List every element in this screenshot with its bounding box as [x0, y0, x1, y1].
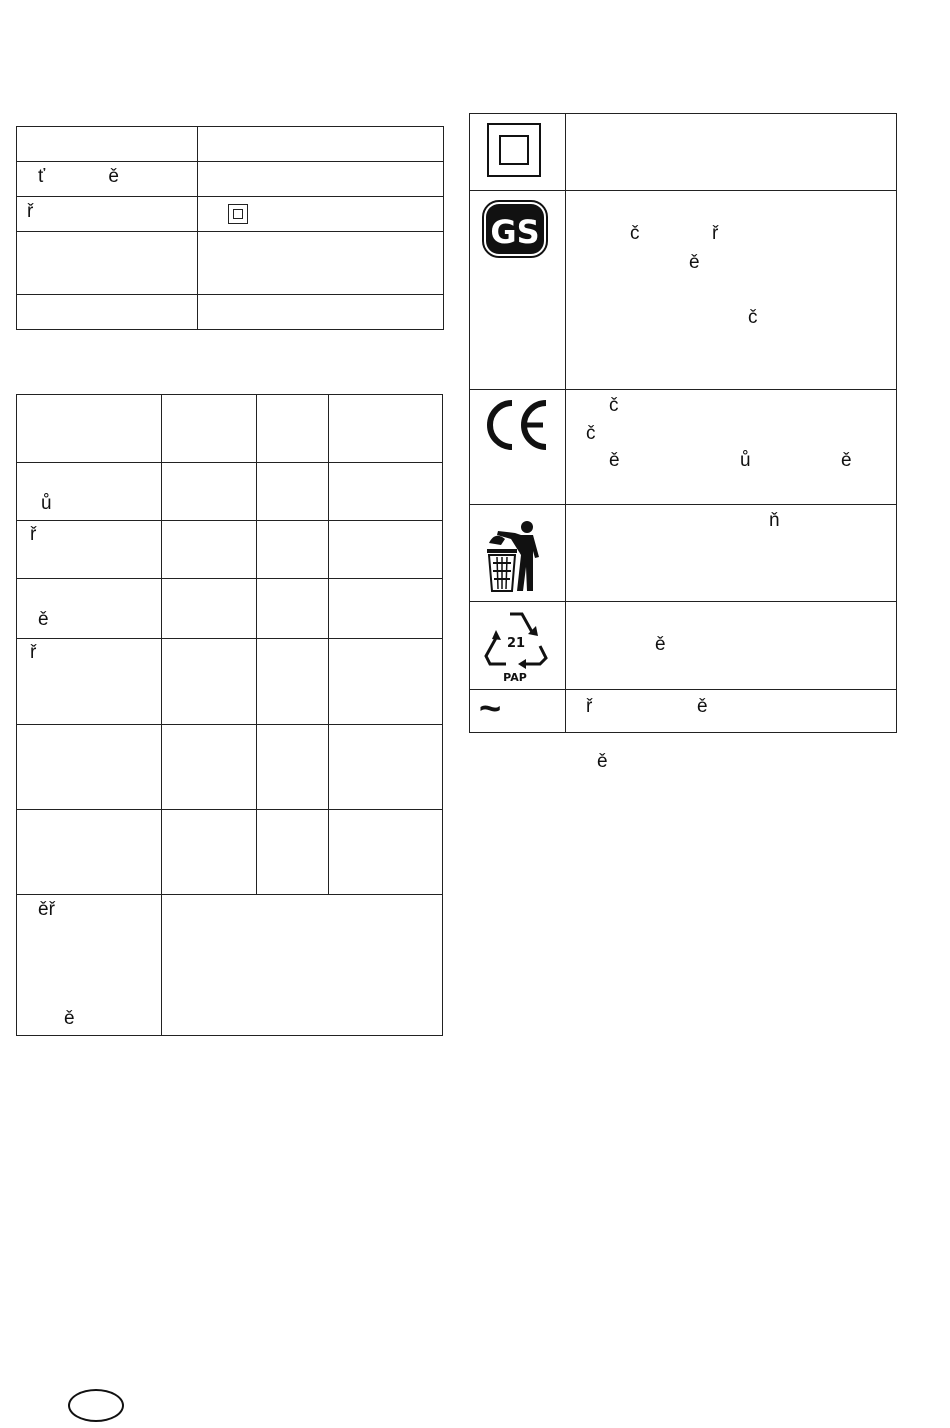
- protection-class-ii-icon: [228, 204, 248, 224]
- gs-text-2: ě: [689, 252, 700, 273]
- tech-row-4-label: ř: [30, 642, 37, 663]
- gs-mark-icon: [481, 199, 549, 259]
- specs-table-divider: [197, 126, 198, 330]
- specs-table: [16, 126, 444, 330]
- double-square-icon: [487, 123, 541, 177]
- waste-bin-icon: [483, 515, 549, 595]
- footnote-text: ě: [597, 751, 608, 772]
- pap-number: 21: [506, 636, 526, 651]
- ce-text-2: č: [586, 423, 596, 444]
- gs-text-1a: č: [630, 223, 640, 244]
- pap-text-1: ě: [655, 634, 666, 655]
- tech-row-2-label: ř: [30, 524, 37, 545]
- tech-row-7-label-top: ěř: [38, 899, 55, 920]
- ac-text-1a: ř: [586, 696, 593, 717]
- ac-tilde-icon: ~: [479, 688, 502, 730]
- ce-text-3a: ě: [609, 450, 620, 471]
- recycle-pap-icon: [484, 608, 548, 686]
- specs-row-3-label: ř: [27, 201, 34, 222]
- pap-label: PAP: [503, 671, 527, 684]
- svg-text:GS: GS: [490, 213, 540, 251]
- specs-row-2-label: ť ě: [38, 166, 119, 187]
- tech-row-1-label: ů: [41, 493, 52, 514]
- ce-text-3b: ů: [740, 450, 751, 471]
- ce-mark-icon: [483, 400, 549, 450]
- bin-text-1: ň: [769, 510, 780, 531]
- ce-text-3c: ě: [841, 450, 852, 471]
- ac-text-1b: ě: [697, 696, 708, 717]
- tech-row-7-label-bottom: ě: [64, 1008, 75, 1029]
- gs-text-1b: ř: [712, 223, 719, 244]
- ce-text-1: č: [609, 395, 619, 416]
- gs-text-3: č: [748, 307, 758, 328]
- tech-row-3-label: ě: [38, 609, 49, 630]
- language-badge: [68, 1389, 124, 1422]
- tech-table: [16, 394, 443, 1036]
